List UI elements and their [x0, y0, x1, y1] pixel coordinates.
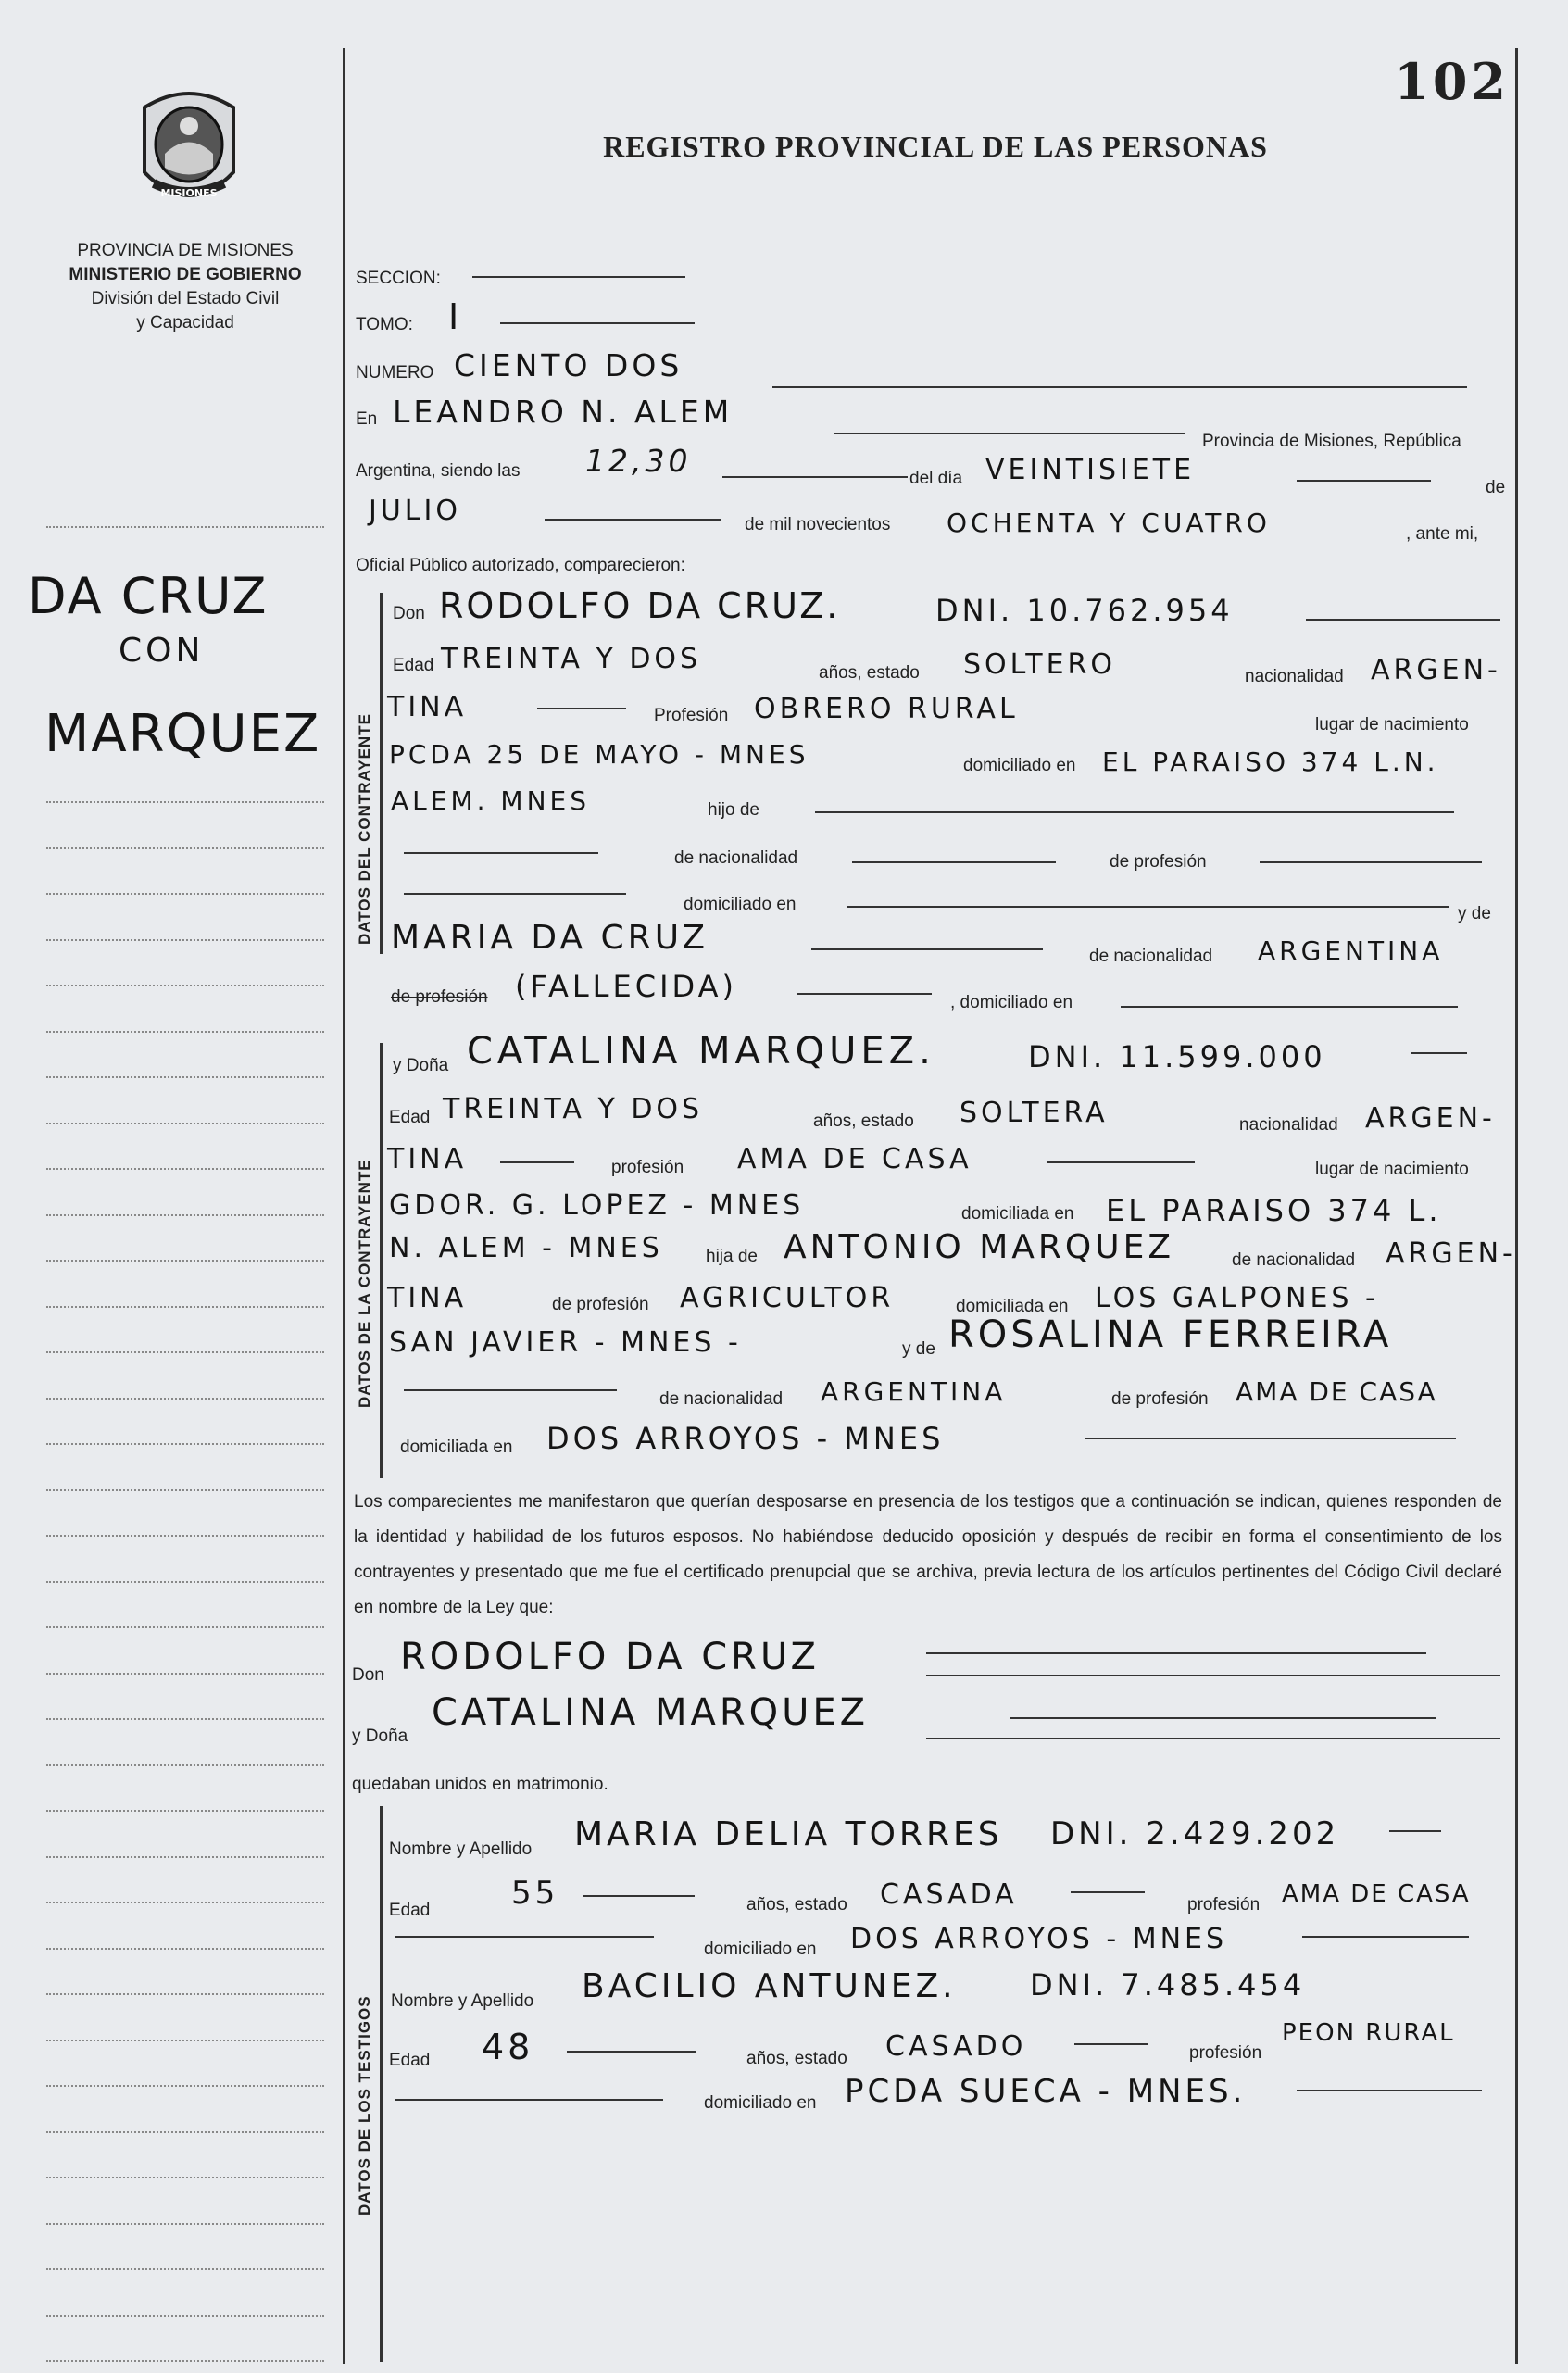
dona-label: y Doña — [393, 1056, 449, 1075]
t1-estado: CASADA — [880, 1878, 1018, 1911]
anio-value: OCHENTA Y CUATRO — [947, 508, 1271, 538]
margin-dotted-line — [46, 893, 324, 895]
decl-don-rule — [926, 1652, 1426, 1654]
edad-label-2: Edad — [389, 1108, 431, 1127]
margin-dotted-line — [46, 2268, 324, 2270]
margin-dotted-line — [46, 1948, 324, 1950]
t2-profesion: PEON RURAL — [1282, 2019, 1455, 2047]
nac-rule-2 — [500, 1161, 574, 1163]
margin-dotted-line — [46, 1351, 324, 1353]
t2-prof-label: profesión — [1189, 2043, 1262, 2063]
prof-rule-2 — [1047, 1161, 1195, 1163]
contrayenta-nombre: CATALINA MARQUEZ. — [467, 1030, 935, 1073]
hija-label: hija de — [706, 1247, 758, 1266]
margin-dotted-line — [46, 1398, 324, 1400]
decl-dona-label: y Doña — [352, 1726, 408, 1746]
contrayente-dni: DNI. 10.762.954 — [935, 593, 1234, 628]
margin-dotted-line — [46, 1306, 324, 1308]
t2-edad-rule — [567, 2051, 696, 2053]
contrayenta-nacionalidad-2: TINA — [387, 1143, 468, 1175]
contrayente-profesion: OBRERO RURAL — [754, 693, 1019, 725]
t2-dom-rule-a — [395, 2099, 663, 2101]
contrayenta-domicilio-1: EL PARAISO 374 L. — [1106, 1193, 1442, 1228]
mes-rule — [545, 519, 721, 521]
madre-rule — [811, 948, 1043, 950]
contrayente-lugar: PCDA 25 DE MAYO - MNES — [389, 739, 809, 770]
t1-dom-rule-a — [395, 1936, 654, 1938]
margin-dotted-line — [46, 1718, 324, 1720]
hora-value: 12,30 — [585, 443, 692, 479]
ante-label: , ante mi, — [1406, 524, 1479, 544]
margin-dotted-line — [46, 1489, 324, 1491]
contrayenta-padre-nac-2: TINA — [387, 1282, 468, 1314]
margin-dotted-line — [46, 2040, 324, 2041]
margin-dotted-line — [46, 2223, 324, 2225]
padre-dom-rule — [847, 906, 1449, 908]
hijo-label: hijo de — [708, 800, 759, 820]
contrayente-madre-estado: (FALLECIDA) — [515, 969, 737, 1004]
t1-dom-rule — [1302, 1936, 1469, 1938]
contrayente-estado: SOLTERO — [963, 648, 1116, 681]
profesion-label-2: profesión — [611, 1158, 684, 1177]
don-label: Don — [393, 604, 425, 623]
numero-value: CIENTO DOS — [454, 347, 684, 383]
margin-dotted-line — [46, 939, 324, 941]
margin-dotted-line — [46, 1626, 324, 1628]
t2-edad: 48 — [482, 2027, 534, 2067]
contrayente-nombre: RODOLFO DA CRUZ. — [439, 585, 841, 626]
t1-estado-rule — [1071, 1891, 1145, 1893]
contrayenta-domicilio-2: N. ALEM - MNES — [389, 1232, 663, 1264]
t2-estado: CASADO — [885, 2030, 1027, 2063]
t1-prof-label: profesión — [1187, 1895, 1261, 1915]
padre-nac-rule — [852, 861, 1056, 863]
svg-text:MISIONES: MISIONES — [160, 187, 218, 199]
t1-edad-label: Edad — [389, 1901, 431, 1920]
tomo-rule — [500, 322, 695, 324]
t2-estado-label: años, estado — [746, 2049, 847, 2068]
margin-dotted-line — [46, 2315, 324, 2316]
contrayenta-profesion: AMA DE CASA — [737, 1143, 972, 1175]
decl-don-value: RODOLFO DA CRUZ — [400, 1636, 820, 1678]
margin-dotted-line — [46, 1168, 324, 1170]
tomo-label: TOMO: — [356, 315, 413, 334]
margin-dotted-line — [46, 1535, 324, 1537]
padre-rule — [404, 852, 598, 854]
right-margin-rule — [1515, 48, 1518, 2364]
estado-label: años, estado — [819, 663, 920, 683]
padre-prof-label-2: de profesión — [552, 1295, 649, 1314]
hora-rule — [722, 476, 908, 478]
padre-dom-rule-a — [404, 893, 626, 895]
contrayenta-padre-dom-2: SAN JAVIER - MNES - — [389, 1326, 742, 1359]
t1-nombre: MARIA DELIA TORRES — [574, 1815, 1003, 1853]
margin-dotted-line — [46, 1856, 324, 1858]
unidos-label: quedaban unidos en matrimonio. — [352, 1775, 608, 1794]
contrayenta-padre-prof: AGRICULTOR — [680, 1282, 895, 1314]
margin-dotted-line — [46, 985, 324, 986]
dia-rule — [1297, 480, 1431, 482]
t2-dom-rule — [1297, 2090, 1482, 2091]
dia-value: VEINTISIETE — [985, 454, 1196, 486]
contrayenta-madre-nac: ARGENTINA — [821, 1376, 1007, 1407]
contrayenta-madre: ROSALINA FERREIRA — [948, 1313, 1393, 1356]
t1-dom-label: domiciliado en — [704, 1940, 817, 1959]
padre-nac-label: de nacionalidad — [674, 848, 798, 868]
dia-label: del día — [909, 469, 963, 488]
contrayenta-padre-dom-1: LOS GALPONES - — [1095, 1282, 1379, 1314]
contrayente-nacionalidad-1: ARGEN- — [1371, 654, 1501, 686]
madre-rule-2 — [404, 1389, 617, 1391]
y-de-label-2: y de — [902, 1339, 935, 1359]
t1-dom: DOS ARROYOS - MNES — [850, 1923, 1228, 1955]
testigos-section-label: DATOS DE LOS TESTIGOS — [356, 1995, 373, 2216]
nac-rule — [537, 708, 626, 709]
en-value: LEANDRO N. ALEM — [393, 394, 734, 430]
margin-dotted-line — [46, 1123, 324, 1124]
margin-dotted-line — [46, 2085, 324, 2087]
en-label: En — [356, 409, 378, 429]
left-margin-rule — [343, 48, 345, 2364]
madre-nac-label: de nacionalidad — [1089, 947, 1213, 966]
division-line-2: y Capacidad — [136, 313, 234, 333]
contrayente-domicilio-1: EL PARAISO 374 L.N. — [1102, 747, 1439, 777]
nacionalidad-label-2: nacionalidad — [1239, 1115, 1338, 1135]
margin-dotted-line — [46, 2360, 324, 2362]
de-label: de — [1486, 478, 1506, 497]
t2-edad-label: Edad — [389, 2051, 431, 2070]
contrayenta-padre-nac-1: ARGEN- — [1386, 1237, 1516, 1270]
madre-estado-rule — [797, 993, 932, 995]
t1-nombre-label: Nombre y Apellido — [389, 1839, 533, 1859]
contrayenta-bracket — [380, 1043, 383, 1478]
contrayente-domicilio-2: ALEM. MNES — [391, 785, 590, 816]
contrayenta-section-label: DATOS DE LA CONTRAYENTE — [356, 1159, 373, 1408]
madre-nac-label-2: de nacionalidad — [659, 1389, 784, 1409]
profesion-label: Profesión — [654, 706, 729, 725]
t2-dni: DNI. 7.485.454 — [1030, 1967, 1306, 2003]
contrayenta-edad: TREINTA Y DOS — [443, 1093, 704, 1125]
madre-prof-label: de profesión — [391, 987, 488, 1007]
dona-rule — [1411, 1052, 1467, 1054]
padre-prof-label: de profesión — [1110, 852, 1207, 872]
province-name: PROVINCIA DE MISIONES — [77, 241, 294, 260]
t2-nombre-label: Nombre y Apellido — [391, 1991, 534, 2011]
domiciliada-label: domiciliada en — [961, 1204, 1074, 1224]
contrayente-bracket — [380, 593, 383, 954]
numero-label: NUMERO — [356, 363, 434, 383]
domiciliado-label: domiciliado en — [963, 756, 1076, 775]
contrayenta-padre: ANTONIO MARQUEZ — [784, 1228, 1175, 1266]
padre-dom-label: domiciliado en — [684, 895, 797, 914]
margin-dotted-line — [46, 1993, 324, 1995]
madre-dom-label: , domiciliado en — [950, 993, 1073, 1012]
contrayente-madre: MARIA DA CRUZ — [391, 919, 709, 957]
margin-dotted-line — [46, 1581, 324, 1583]
margin-con: CON — [119, 632, 205, 670]
nacionalidad-label: nacionalidad — [1245, 667, 1344, 686]
decl-dona-rule — [1010, 1717, 1436, 1719]
margin-dotted-line — [46, 801, 324, 803]
t2-estado-rule — [1074, 2043, 1148, 2045]
padre-nac-label-2: de nacionalidad — [1232, 1250, 1356, 1270]
t2-nombre: BACILIO ANTUNEZ. — [582, 1967, 957, 2005]
madre-prof-label-2: de profesión — [1111, 1389, 1209, 1409]
contrayenta-madre-prof: AMA DE CASA — [1236, 1376, 1437, 1407]
margin-dotted-line — [46, 1810, 324, 1812]
t1-edad-rule — [583, 1895, 695, 1897]
decl-don-rule-2 — [926, 1675, 1500, 1676]
lugar-label-2: lugar de nacimiento — [1315, 1160, 1469, 1179]
contrayenta-estado: SOLTERA — [960, 1097, 1109, 1129]
oficial-label: Oficial Público autorizado, comparecieron: — [356, 556, 685, 575]
margin-dotted-line — [46, 1673, 324, 1675]
seccion-rule — [472, 276, 685, 278]
margin-dotted-line — [46, 526, 324, 528]
y-de-label: y de — [1458, 904, 1491, 923]
division-line-1: División del Estado Civil — [91, 289, 280, 308]
contrayenta-lugar: GDOR. G. LOPEZ - MNES — [389, 1189, 805, 1222]
margin-dotted-line — [46, 2177, 324, 2178]
madre-dom-rule-2 — [1085, 1438, 1456, 1439]
margin-surname-2: MARQUEZ — [44, 704, 321, 764]
t1-profesion: AMA DE CASA — [1282, 1880, 1471, 1908]
edad-label: Edad — [393, 656, 434, 675]
decl-don-label: Don — [352, 1665, 384, 1685]
contrayente-section-label: DATOS DEL CONTRAYENTE — [356, 713, 373, 945]
madre-dom-label-2: domiciliada en — [400, 1438, 513, 1457]
padre-prof-rule — [1260, 861, 1482, 863]
margin-dotted-line — [46, 1443, 324, 1445]
provincial-seal-icon — [126, 80, 252, 219]
margin-dotted-line — [46, 1902, 324, 1903]
contrayenta-nacionalidad-1: ARGEN- — [1365, 1102, 1496, 1135]
margin-dotted-line — [46, 848, 324, 849]
decl-dona-rule-2 — [926, 1738, 1500, 1739]
margin-surname-1: DA CRUZ — [28, 567, 269, 625]
estado-label-2: años, estado — [813, 1111, 914, 1131]
margin-dotted-line — [46, 1031, 324, 1033]
mes-value: JULIO — [369, 495, 461, 527]
contrayenta-madre-dom: DOS ARROYOS - MNES — [546, 1421, 945, 1456]
lugar-label: lugar de nacimiento — [1315, 715, 1469, 734]
numero-rule — [772, 386, 1467, 388]
contrayente-madre-nac: ARGENTINA — [1258, 935, 1444, 966]
t1-nombre-rule — [1389, 1830, 1441, 1832]
hijo-rule — [815, 811, 1454, 813]
anio-label: de mil novecientos — [745, 515, 891, 534]
margin-dotted-line — [46, 1260, 324, 1262]
document-title: REGISTRO PROVINCIAL DE LAS PERSONAS — [603, 130, 1268, 163]
issuing-authority — [37, 239, 333, 335]
ministry-name: MINISTERIO DE GOBIERNO — [69, 265, 302, 284]
contrayente-edad: TREINTA Y DOS — [441, 643, 702, 675]
margin-dotted-line — [46, 1076, 324, 1078]
margin-dotted-line — [46, 2131, 324, 2133]
decl-dona-value: CATALINA MARQUEZ — [432, 1691, 870, 1734]
t2-dom-label: domiciliado en — [704, 2093, 817, 2113]
page-number: 102 — [1394, 52, 1510, 111]
contrayenta-dni: DNI. 11.599.000 — [1028, 1039, 1326, 1074]
t1-dni: DNI. 2.429.202 — [1050, 1815, 1340, 1852]
margin-dotted-line — [46, 1764, 324, 1766]
don-rule — [1306, 619, 1500, 621]
seccion-label: SECCION: — [356, 269, 441, 288]
argentina-label: Argentina, siendo las — [356, 461, 521, 481]
en-rule — [834, 433, 1185, 434]
padre-dom-label-2: domiciliada en — [956, 1297, 1069, 1316]
provincia-label: Provincia de Misiones, República — [1202, 432, 1461, 451]
contrayente-nacionalidad-2: TINA — [387, 691, 468, 723]
t1-edad: 55 — [511, 1875, 559, 1912]
t1-estado-label: años, estado — [746, 1895, 847, 1915]
testigos-bracket — [380, 1806, 383, 2362]
margin-dotted-line — [46, 1214, 324, 1216]
declaration-text: Los comparecientes me manifestaron que querían desposarse en presencia de los testigos que a continuación se indican, quienes responden de la identidad y habilidad de los futuros esposos. No habiéndose deducido oposición y después de recibir en forma el consentimiento de los contrayentes y presentado que me fue el certificado prenupcial que se archiva, previa lectura de los artículos pertinentes del Código Civil declaré en nombre de la Ley que: — [354, 1492, 1502, 1617]
t2-dom: PCDA SUECA - MNES. — [845, 2073, 1247, 2110]
tomo-value: I — [448, 296, 463, 337]
madre-dom-rule — [1121, 1006, 1458, 1008]
